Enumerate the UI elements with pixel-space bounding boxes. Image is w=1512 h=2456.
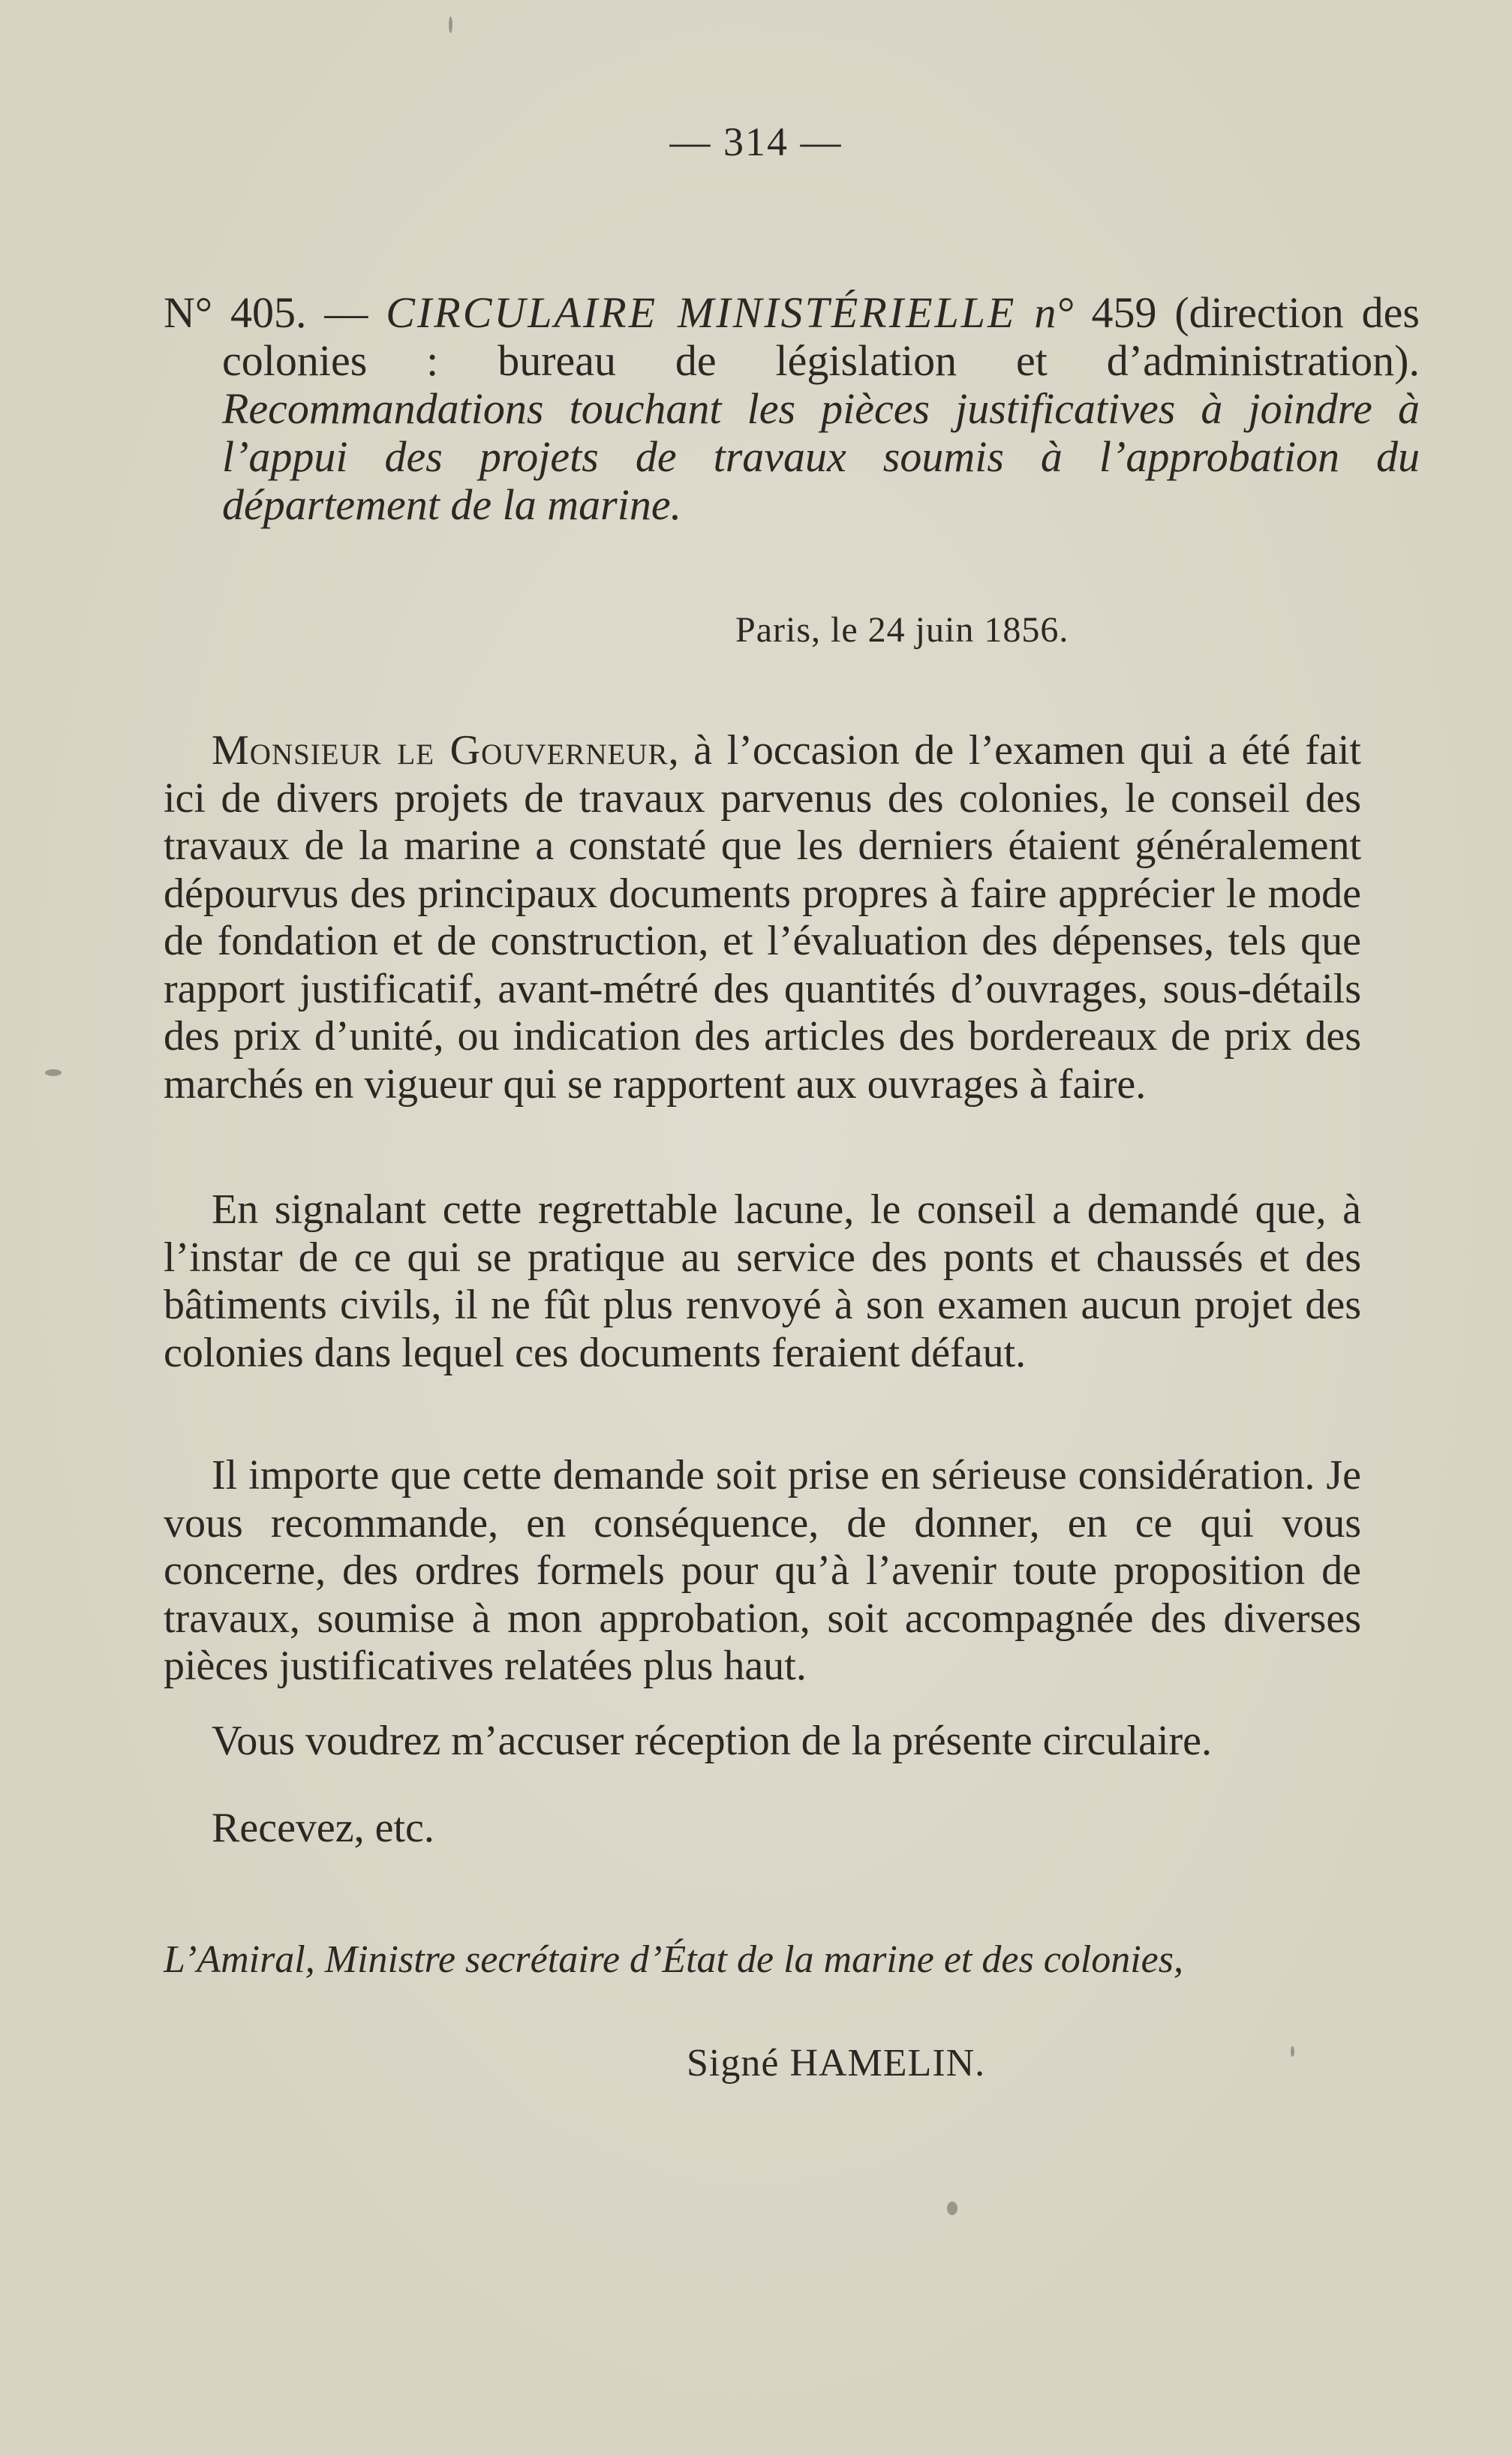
- paragraph-1-text: , à l’occasion de l’examen qui a été fait ici de divers projets de travaux parvenus des colonies, le conseil des travaux de la marine a constaté que les derniers étaient généralement dépourvus des principaux documents propres à faire apprécier le mode de fondation et de construction, et l’évaluation des dépenses, tels que rapport justificatif, avant-métré des quantités d’ouvrages, sous-détails des prix d’unité, ou indication des articles des bordereaux de prix des marchés en vigueur qui se rapportent aux ouvrages à faire.: [164, 727, 1361, 1108]
- paragraph-2: En signalant cette regrettable lacune, le conseil a demandé que, à l’instar de ce qui se pratique au service des ponts et chaussés et des bâtiments civils, il ne fût plus renvoyé à son examen aucun projet des colonies dans lequel ces documents feraient défaut.: [164, 1186, 1361, 1376]
- signatory-title: L’Amiral, Ministre secrétaire d’État de la marine et des colonies,: [164, 1938, 1183, 1981]
- circular-title: CIRCULAIRE MINISTÉRIELLE: [386, 288, 1017, 337]
- paper-speck: [1291, 2046, 1294, 2057]
- paragraph-5: Recevez, etc.: [212, 1805, 434, 1851]
- paragraph-3: Il importe que cette demande soit prise en sérieuse considération. Je vous recommande, en conséquence, de donner, en ce qui vous concerne, des ordres formels pour qu’à l’avenir toute proposition de travaux, soumise à mon approbation, soit accompagnée des diverses pièces justificatives relatées plus haut.: [164, 1452, 1361, 1689]
- circular-heading: [164, 289, 1420, 529]
- circular-number: N° 405.: [164, 288, 307, 337]
- circular-no-label: n°: [1016, 288, 1074, 337]
- page-number: — 314 —: [669, 119, 843, 164]
- paper-speck: [45, 1069, 62, 1076]
- dateline: Paris, le 24 juin 1856.: [735, 610, 1069, 650]
- signed-name: Signé HAMELIN.: [687, 2042, 986, 2085]
- paper-speck: [449, 17, 452, 33]
- paper-speck: [947, 2202, 957, 2215]
- paragraph-4: Vous voudrez m’accuser réception de la présente circulaire.: [212, 1718, 1213, 1764]
- salutation: Monsieur le Gouverneur: [212, 727, 669, 774]
- paragraph-1: [164, 727, 1361, 1108]
- heading-dash: —: [306, 288, 386, 337]
- circular-subject: Recommandations touchant les pièces justificatives à joindre à l’appui des projets de travaux soumis à l’approbation du département de la marine.: [222, 384, 1420, 529]
- circular-directorate: 459 (direction des colonies : bureau de législation et d’administration).: [222, 288, 1420, 385]
